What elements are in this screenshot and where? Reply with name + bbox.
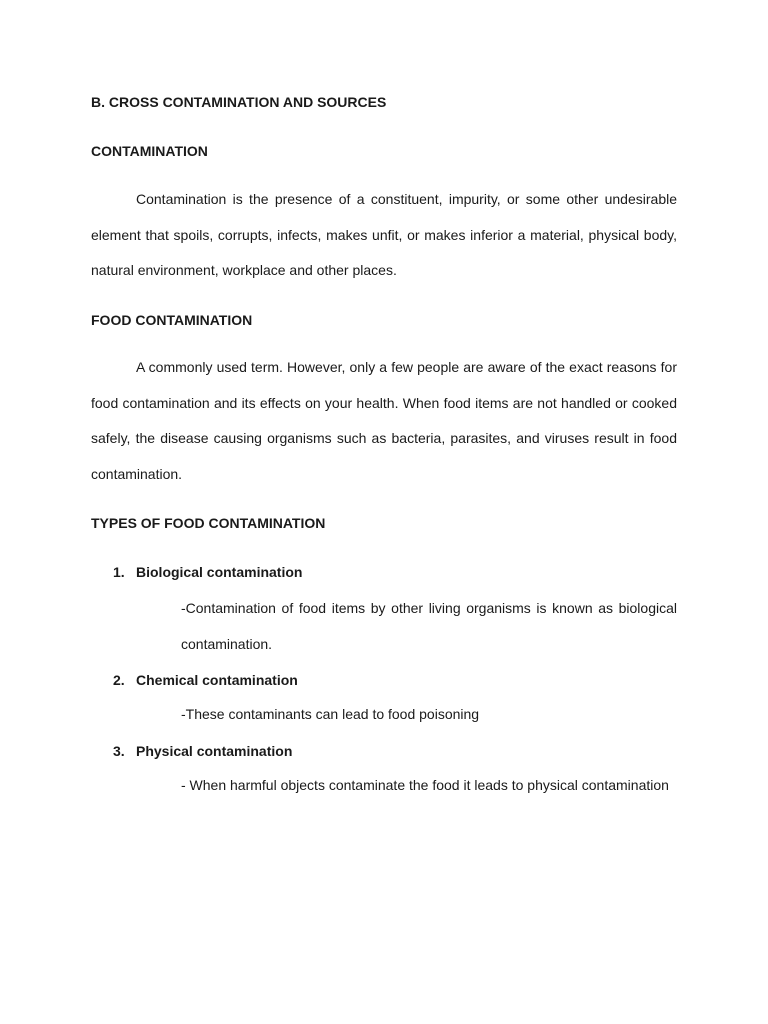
list-item-description: - When harmful objects contaminate the food it leads to physical contamination — [181, 777, 669, 793]
list-item-number: 1. — [113, 564, 125, 580]
list-item-title — [113, 563, 302, 581]
list-item-description: -Contamination of food items by other living organisms is known as biological contamination. — [181, 600, 677, 652]
list-item-number: 2. — [113, 672, 125, 688]
list-item-description: -These contaminants can lead to food poisoning — [181, 706, 480, 722]
list-item-number: 3. — [113, 743, 125, 759]
section-title: B. CROSS CONTAMINATION AND SOURCES — [91, 94, 387, 110]
list-item-label: Chemical contamination — [136, 672, 298, 688]
contamination-paragraph: Contamination is the presence of a constituent, impurity, or some other undesirable element that spoils, corrupts, infects, makes unfit, or makes inferior a material, physical body, natural environment, workplace and other places. — [91, 191, 677, 278]
list-item-title — [113, 671, 298, 689]
list-item-label: Biological contamination — [136, 564, 303, 580]
list-item-label: Physical contamination — [136, 743, 293, 759]
food-contamination-paragraph: A commonly used term. However, only a few people are aware of the exact reasons for food contamination and its effects on your health. When food items are not handled or cooked safely, the disease causing organisms such as bacteria, parasites, and viruses result in food contamination. — [91, 359, 677, 482]
contamination-heading: CONTAMINATION — [91, 143, 208, 159]
types-heading: TYPES OF FOOD CONTAMINATION — [91, 515, 326, 531]
list-item-title — [113, 742, 292, 760]
food-contamination-heading: FOOD CONTAMINATION — [91, 312, 253, 328]
